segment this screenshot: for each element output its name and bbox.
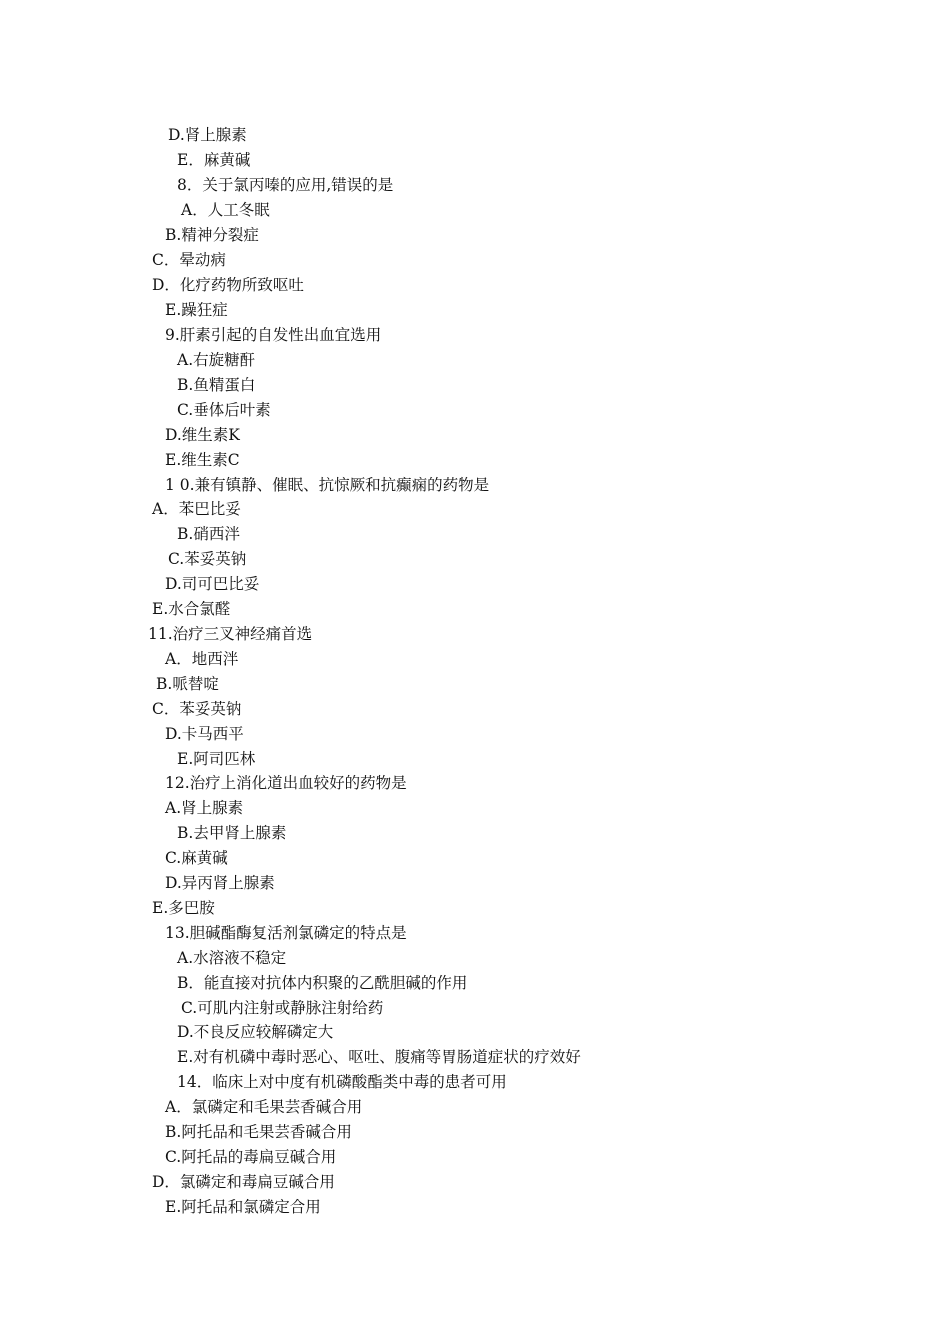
q8-option-d: D．化疗药物所致呕吐 — [152, 276, 304, 294]
q8-option-c: C．晕动病 — [152, 251, 226, 269]
q8-option-e: E.躁狂症 — [165, 301, 228, 319]
q14-option-c: C.阿托品的毒扁豆碱合用 — [165, 1148, 337, 1166]
q13-option-b: B．能直接对抗体内积聚的乙酰胆碱的作用 — [177, 974, 468, 992]
option-e-mahuangjian: E．麻黄碱 — [177, 151, 251, 169]
q9-option-b: B.鱼精蛋白 — [177, 376, 256, 394]
q11-option-e: E.阿司匹林 — [177, 750, 256, 768]
question-14: 14．临床上对中度有机磷酸酯类中毒的患者可用 — [177, 1073, 507, 1091]
q10-option-b: B.硝西泮 — [177, 525, 240, 543]
q9-option-e: E.维生素C — [165, 451, 240, 469]
q9-option-d: D.维生素K — [165, 426, 240, 444]
option-d-shenshangxiansu: D.肾上腺素 — [168, 126, 247, 144]
q8-option-b: B.精神分裂症 — [165, 226, 259, 244]
q12-option-e: E.多巴胺 — [152, 899, 215, 917]
q10-option-e: E.水合氯醛 — [152, 600, 231, 618]
question-11: 11.治疗三叉神经痛首选 — [148, 625, 313, 643]
q11-option-a: A．地西泮 — [165, 650, 239, 668]
q14-option-a: A．氯磷定和毛果芸香碱合用 — [165, 1098, 363, 1116]
q9-option-a: A.右旋糖酐 — [177, 351, 256, 369]
q11-option-b: B.哌替啶 — [156, 675, 219, 693]
q14-option-d: D．氯磷定和毒扁豆碱合用 — [152, 1173, 335, 1191]
question-10: 1 0.兼有镇静、催眠、抗惊厥和抗癫痫的药物是 — [165, 476, 490, 494]
q11-option-d: D.卡马西平 — [165, 725, 244, 743]
q11-option-c: C．苯妥英钠 — [152, 700, 242, 718]
q12-option-a: A.肾上腺素 — [165, 799, 244, 817]
q14-option-e: E.阿托品和氯磷定合用 — [165, 1198, 321, 1216]
q10-option-a: A．苯巴比妥 — [152, 500, 241, 518]
q8-option-a: A．人工冬眠 — [181, 201, 270, 219]
question-8: 8．关于氯丙嗪的应用,错误的是 — [177, 176, 394, 194]
q12-option-c: C.麻黄碱 — [165, 849, 228, 867]
q10-option-d: D.司可巴比妥 — [165, 575, 260, 593]
q12-option-b: B.去甲肾上腺素 — [177, 824, 287, 842]
q13-option-c: C.可肌内注射或静脉注射给药 — [181, 999, 384, 1017]
q10-option-c: C.苯妥英钠 — [168, 550, 247, 568]
q13-option-a: A.水溶液不稳定 — [177, 949, 287, 967]
q13-option-e: E.对有机磷中毒时恶心、呕吐、腹痛等胃肠道症状的疗效好 — [177, 1048, 581, 1066]
q13-option-d: D.不良反应较解磷定大 — [177, 1023, 334, 1041]
question-13: 13.胆碱酯酶复活剂氯磷定的特点是 — [165, 924, 407, 942]
q14-option-b: B.阿托品和毛果芸香碱合用 — [165, 1123, 352, 1141]
q9-option-c: C.垂体后叶素 — [177, 401, 271, 419]
question-9: 9.肝素引起的自发性出血宜选用 — [165, 326, 382, 344]
q12-option-d: D.异丙肾上腺素 — [165, 874, 275, 892]
question-12: 12.治疗上消化道出血较好的药物是 — [165, 774, 407, 792]
